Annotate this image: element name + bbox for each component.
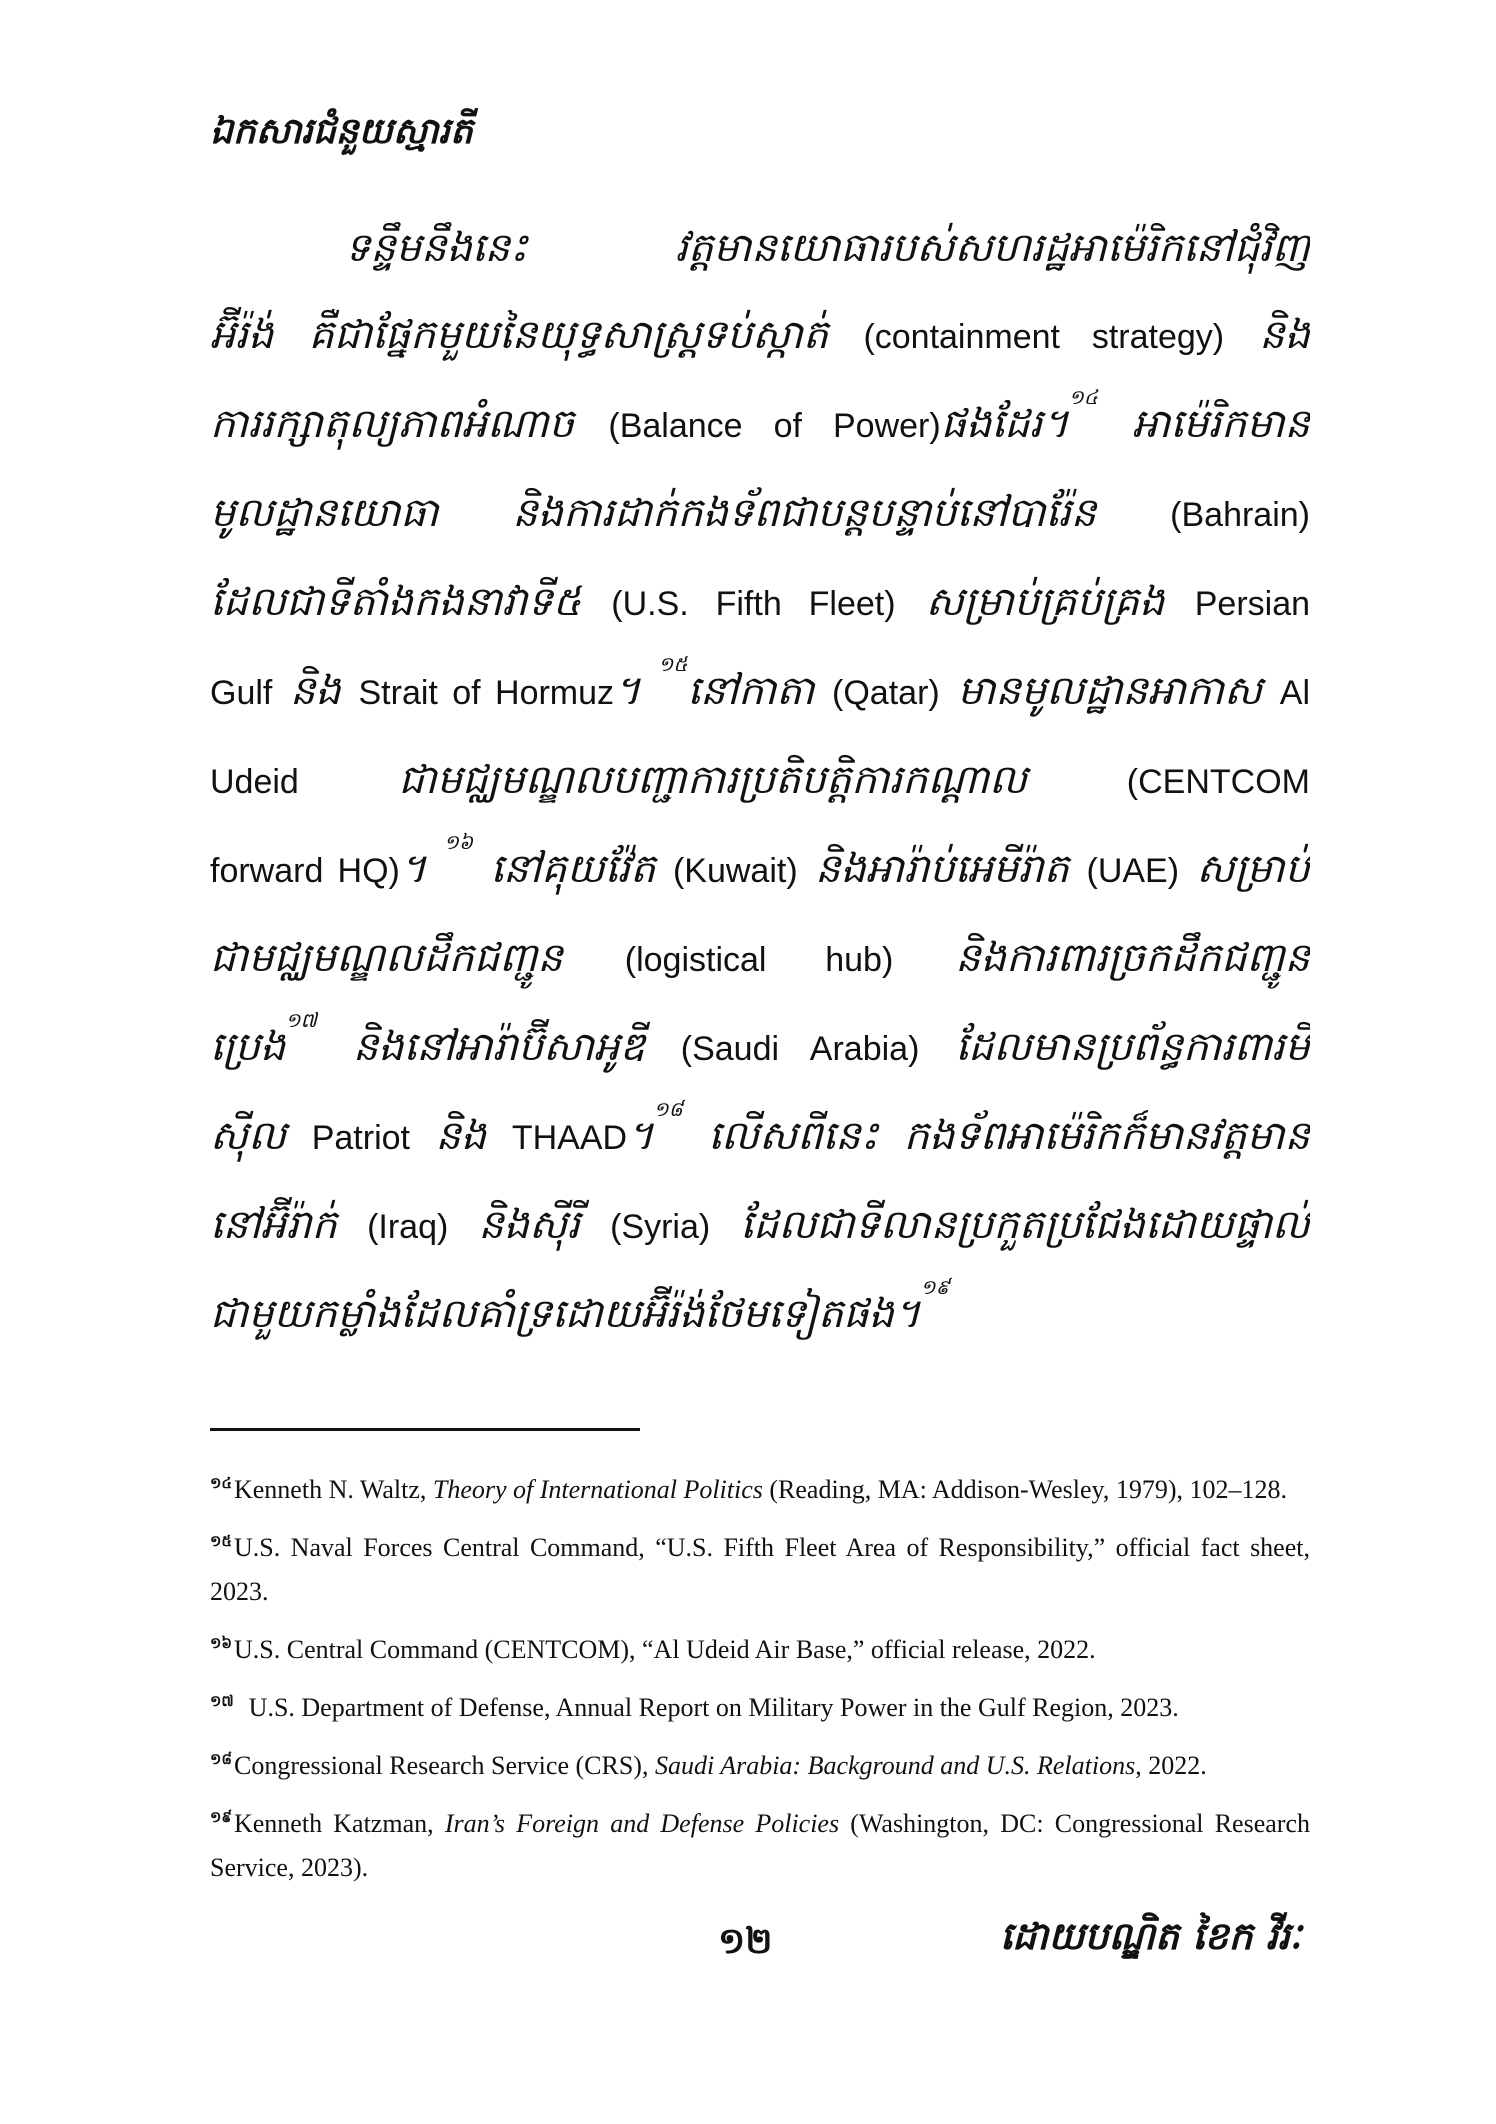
footnotes	[210, 1468, 1310, 1904]
body-line: នៅអ៊ីរ៉ាក់ (Iraq) និងស៊ីរី (Syria) ដែលជាទីលានប្រកួតប្រជែងដោយផ្ទាល់	[210, 1202, 1310, 1248]
footnote: $^{១៥}$U.S. Naval Forces Central Command, “U.S. Fifth Fleet Area of Responsibility,” official fact sheet, 2023.	[210, 1532, 1310, 1606]
body-line: ដែលជាទីតាំងកងនាវាទី៥ (U.S. Fifth Fleet) សម្រាប់គ្រប់គ្រង Persian	[210, 579, 1310, 625]
body-line: ទន្ទឹមនឹងនេះ វត្តមានយោធារបស់សហរដ្ឋអាម៉េរិកនៅជុំវិញ	[345, 225, 1310, 271]
body-line: ជាមួយកម្លាំងដែលគាំទ្រដោយអ៊ីរ៉ង់ថែមទៀតផង។$^{១៩}$	[210, 1275, 950, 1337]
footnote-number: ១៧	[210, 1692, 234, 1711]
body-line: Gulf និង Strait of Hormuz។ $^{១៥}$នៅកាតា (Qatar) មានមូលដ្ឋានអាកាស Al	[210, 652, 1310, 714]
footnote-number: ១៨	[210, 1750, 232, 1769]
running-header: ឯកសារជំនួយស្មារតី	[210, 111, 473, 152]
footnote: $^{១៩}$Kenneth Katzman, Iran’s Foreign and Defense Policies (Washington, DC: Congressional Research Service, 2023).	[210, 1808, 1310, 1882]
footnote-number: ១៥	[210, 1532, 232, 1551]
footnote-ref: ១៥	[658, 652, 688, 676]
body-line: forward HQ)។ $^{១៦}$ នៅគុយវ៉ែត (Kuwait) និងអារ៉ាប់អេមីរ៉ាត (UAE) សម្រាប់	[210, 830, 1310, 892]
footnote-ref: ១៦	[443, 830, 474, 854]
footnote: $^{១៧}$ U.S. Department of Defense, Annual Report on Military Power in the Gulf Region, 2023.	[210, 1692, 1179, 1722]
footnote: $^{១៦}$U.S. Central Command (CENTCOM), “Al Udeid Air Base,” official release, 2022.	[210, 1634, 1096, 1664]
footnote-number: ១៦	[210, 1634, 232, 1653]
footnote-ref: ១៨	[653, 1097, 683, 1121]
footnote-number: ១៩	[210, 1808, 232, 1827]
body-line: Udeid ជាមជ្ឈមណ្ឌលបញ្ជាការប្រតិបត្តិការកណ្តាល (CENTCOM	[210, 757, 1310, 803]
footnote: $^{១៤}$Kenneth N. Waltz, Theory of International Politics (Reading, MA: Addison-Wesley, 1979), 102–128.	[210, 1474, 1288, 1504]
body-line: ការរក្សាតុល្យភាពអំណាច (Balance of Power)ផងដែរ។$^{១៤}$ អាម៉េរិកមាន	[210, 385, 1310, 447]
body-line: ប្រេង$^{១៧}$ និងនៅអារ៉ាប៊ីសាអូឌី (Saudi Arabia) ដែលមានប្រព័ន្ធការពារមី	[210, 1008, 1310, 1070]
footnote-ref: ១៩	[920, 1275, 950, 1299]
body-line: អ៊ីរ៉ង់ គឺជាផ្នែកមួយនៃយុទ្ធសាស្ត្រទប់ស្កាត់ (containment strategy) និង	[210, 312, 1310, 358]
body-paragraph	[210, 205, 1310, 1358]
footnote-separator	[210, 1428, 640, 1431]
footer-author: ដោយបណ្ឌិត ខៃក វីរៈ	[1000, 1914, 1302, 1958]
body-line: ស៊ីល Patriot និង THAAD។$^{១៨}$ លើសពីនេះ កងទ័ពអាម៉េរិកក៏មានវត្តមាន	[210, 1097, 1310, 1159]
page-number: ១២	[718, 1921, 773, 1962]
body-line: មូលដ្ឋានយោធា និងការដាក់កងទ័ពជាបន្តបន្ទាប់នៅបារ៉ែន (Bahrain)	[210, 490, 1310, 536]
footnote: $^{១៨}$Congressional Research Service (CRS), Saudi Arabia: Background and U.S. Relations, 2022.	[210, 1750, 1207, 1780]
footnote-ref: ១៧	[285, 1008, 317, 1032]
footnote-ref: ១៤	[1068, 385, 1098, 409]
footnote-number: ១៤	[210, 1474, 232, 1493]
body-line: ជាមជ្ឈមណ្ឌលដឹកជញ្ជូន (logistical hub) និងការពារច្រកដឹកជញ្ជូន	[210, 935, 1310, 981]
